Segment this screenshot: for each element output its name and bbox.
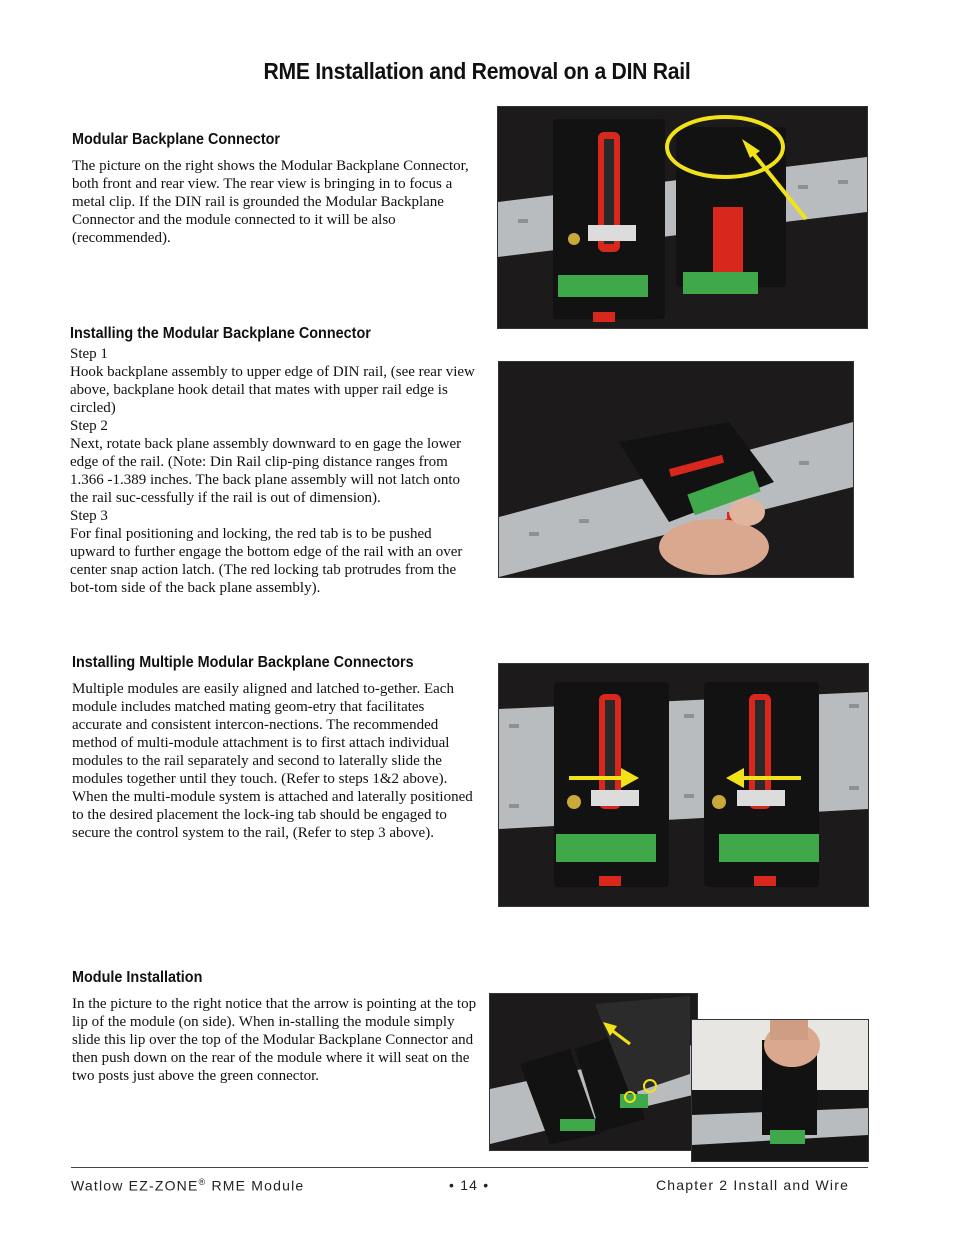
footer-product	[71, 1177, 304, 1194]
section-body-multiple	[72, 680, 477, 842]
section-body-backplane	[72, 157, 477, 247]
photo-multiple-modules	[498, 663, 869, 907]
footer-brand: Watlow EZ-ZONE	[71, 1177, 199, 1194]
footer-page-number: • 14 •	[449, 1177, 490, 1193]
step-1-text: Hook backplane assembly to upper edge of DIN rail, (see rear view above, backplane hook detail that mates with upper rail edge is circled)	[70, 364, 475, 416]
photo-multiple-modules-graphic	[499, 664, 868, 906]
step-2-text: Next, rotate back plane assembly downward to en gage the lower edge of the rail. (Note: Din Rail clip-ping distance ranges from 1.366 -1.389 inches. The back plane assembly will not latch onto the rail suc-cessfully if the rail is out of dimension).	[70, 436, 462, 506]
photo-module-lip-graphic	[490, 994, 697, 1150]
footer-chapter: Chapter 2 Install and Wire	[656, 1177, 850, 1193]
step-3-label: Step 3	[70, 508, 108, 524]
section-heading-module: Module Installation	[72, 969, 203, 986]
step-3-text: For final positioning and locking, the red tab is to be pushed upward to further engage the bottom edge of the rail with an over center snap action latch. (The red locking tab protrudes from the bot-tom side of the back plane assembly).	[70, 526, 463, 596]
photo-module-push-down	[691, 1019, 869, 1162]
module-paragraph: In the picture to the right notice that the arrow is pointing at the top lip of the module (on side). When in-stalling the module simply slide this lip over the top of the Modular Backplane Connector and then push down on the rear of the module where it will seat on the two posts just above the green connector.	[72, 996, 477, 1084]
footer-product-name: RME Module	[206, 1177, 305, 1194]
registered-mark: ®	[198, 1177, 207, 1187]
step-1-label: Step 1	[70, 346, 108, 362]
footer-rule	[71, 1167, 868, 1168]
backplane-paragraph: The picture on the right shows the Modular Backplane Connector, both front and rear view. The rear view is bringing in to focus a metal clip. If the DIN rail is grounded the Modular Backplane Connector and the module connected to it will be also (recommended).	[72, 158, 469, 246]
photo-rotating-backplane-graphic	[499, 362, 853, 577]
section-heading-backplane: Modular Backplane Connector	[72, 131, 281, 148]
section-body-installing	[70, 345, 475, 597]
multiple-paragraph: Multiple modules are easily aligned and latched to-gether. Each module includes matched mating geom-etry that facilitates accurate and consistent intercon-nections. The recommended method of multi-module attachment is to first attach individual modules to the rail separately and second to laterally slide the modules together until they touch. (Refer to steps 1&2 above). When the multi-module system is attached and laterally positioned to the desired placement the lock-ing tab should be engaged to secure the control system to the rail, (Refer to step 3 above).	[72, 681, 473, 841]
photo-backplane-front-rear-graphic	[498, 107, 867, 328]
page-title: RME Installation and Removal on a DIN Rail	[263, 58, 691, 84]
photo-backplane-front-rear	[497, 106, 868, 329]
photo-module-push-down-graphic	[692, 1020, 868, 1161]
section-heading-installing: Installing the Modular Backplane Connector	[70, 325, 371, 342]
step-2-label: Step 2	[70, 418, 108, 434]
photo-module-lip	[489, 993, 698, 1151]
photo-rotating-backplane	[498, 361, 854, 578]
section-body-module	[72, 995, 477, 1085]
section-heading-multiple: Installing Multiple Modular Backplane Connectors	[72, 654, 414, 671]
